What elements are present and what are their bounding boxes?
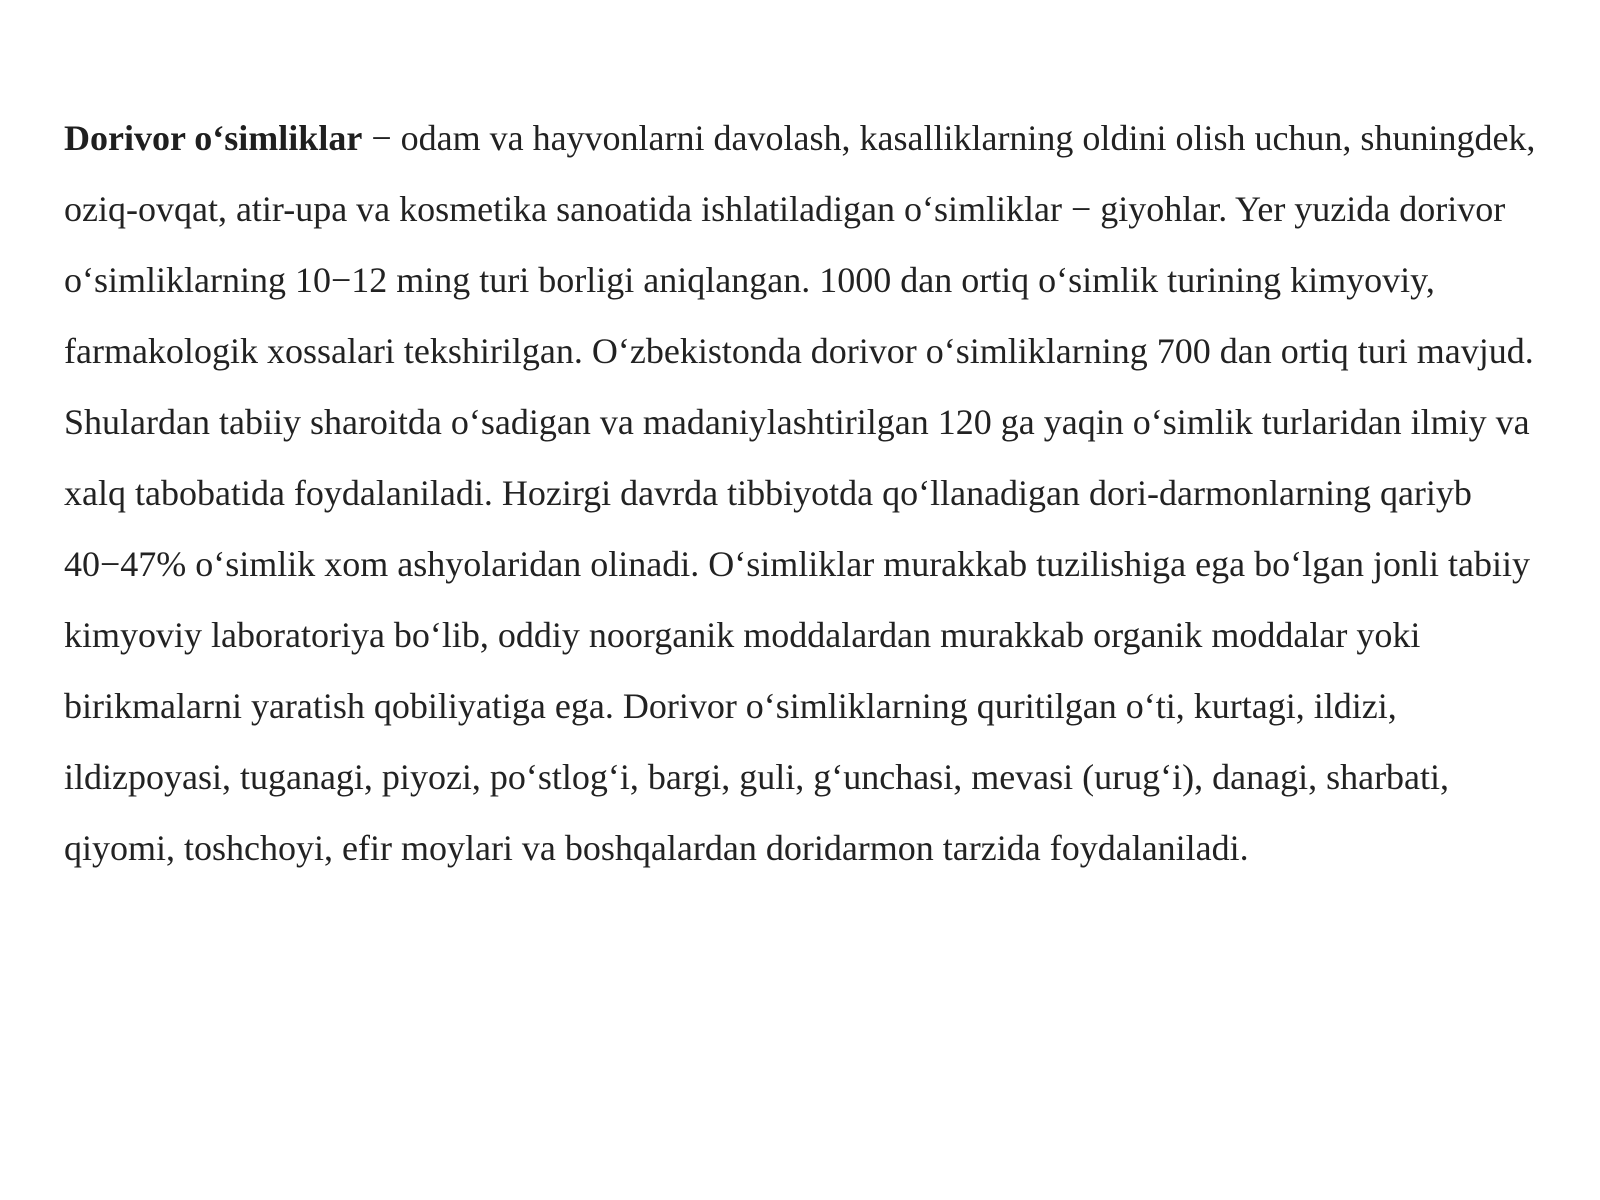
article-paragraph	[64, 103, 1554, 884]
article-term: Dorivor o‘simliklar	[64, 118, 363, 158]
article-body: − odam va hayvonlarni davolash, kasalliklarning oldini olish uchun, shuningdek, oziq-ovqat, atir-upa va kosmetika sanoatida ishlatiladigan o‘simliklar − giyohlar. Yer yuzida dorivor o‘simliklarning 10−12 ming turi borligi aniqlangan. 1000 dan ortiq o‘simlik turining kimyoviy, farmakologik xossalari tekshirilgan. O‘zbekistonda dorivor o‘simliklarning 700 dan ortiq turi mavjud. Shulardan tabiiy sharoitda o‘sadigan va madaniylashtirilgan 120 ga yaqin o‘simlik turlaridan ilmiy va xalq tabobatida foydalaniladi. Hozirgi davrda tibbiyotda qo‘llanadigan dori-darmonlarning qariyb 40−47% o‘simlik xom ashyolaridan olinadi. O‘simliklar murakkab tuzilishiga ega bo‘lgan jonli tabiiy kimyoviy laboratoriya bo‘lib, oddiy noorganik moddalardan murakkab organik moddalar yoki birikmalarni yaratish qobiliyatiga ega. Dorivor o‘simliklarning quritilgan o‘ti, kurtagi, ildizi, ildizpoyasi, tuganagi, piyozi, po‘stlog‘i, bargi, guli, g‘unchasi, mevasi (urug‘i), danagi, sharbati, qiyomi, toshchoyi, efir moylari va boshqalardan doridarmon tarzida foydalaniladi.	[64, 118, 1536, 868]
document-page	[64, 103, 1554, 884]
